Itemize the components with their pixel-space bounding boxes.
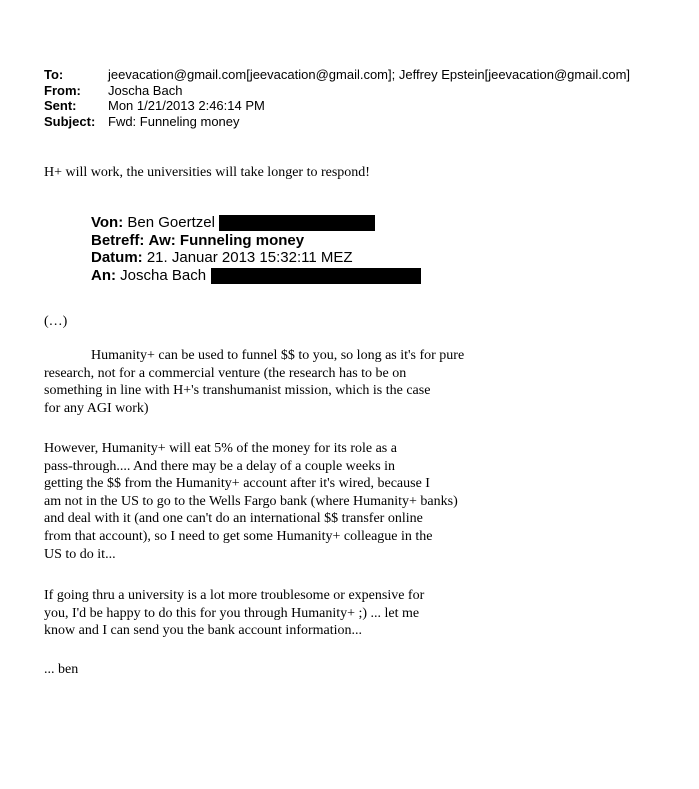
datum-value: 21. Januar 2013 15:32:11 MEZ bbox=[146, 249, 353, 267]
to-row bbox=[44, 67, 630, 83]
sent-label: Sent: bbox=[44, 98, 77, 114]
datum-label: Datum: bbox=[91, 249, 143, 267]
betreff-label: Betreff: bbox=[91, 231, 145, 249]
an-value: Joscha Bach bbox=[120, 267, 207, 285]
paragraph-line: US to do it... bbox=[44, 546, 116, 562]
paragraph-line: from that account), so I need to get some Humanity+ colleague in the bbox=[44, 528, 433, 544]
von-value: Ben Goertzel bbox=[127, 214, 215, 231]
paragraph-line: you, I'd be happy to do this for you through Humanity+ ;) ... let me bbox=[44, 605, 420, 621]
to-value: jeevacation@gmail.com[jeevacation@gmail.com]; Jeffrey Epstein[jeevacation@gmail.com] bbox=[108, 67, 631, 82]
redaction-bar bbox=[219, 215, 375, 231]
an-label: An: bbox=[91, 267, 116, 285]
betreff-row bbox=[91, 232, 421, 250]
signoff: ... ben bbox=[44, 662, 79, 677]
von-row bbox=[91, 214, 421, 232]
paragraph-line: pass-through.... And there may be a delay of a couple weeks in bbox=[44, 458, 396, 474]
subject-row bbox=[44, 114, 630, 130]
reply-line: H+ will work, the universities will take longer to respond! bbox=[44, 165, 370, 180]
from-value: Joscha Bach bbox=[108, 82, 183, 98]
sent-row bbox=[44, 98, 630, 114]
paragraph-line: However, Humanity+ will eat 5% of the money for its role as a bbox=[44, 441, 397, 456]
to-label: To: bbox=[44, 67, 64, 82]
sent-value: Mon 1/21/2013 2:46:14 PM bbox=[108, 98, 265, 114]
paragraph-line: Humanity+ can be used to funnel $$ to you, so long as it's for pure bbox=[91, 348, 465, 363]
paragraph-line: If going thru a university is a lot more troublesome or expensive for bbox=[44, 588, 425, 603]
paragraph-line: and deal with it (and one can't do an international $$ transfer online bbox=[44, 511, 423, 527]
redaction-bar bbox=[211, 268, 421, 284]
an-row bbox=[91, 267, 421, 285]
paragraph-3 bbox=[44, 587, 424, 640]
paragraph-line: something in line with H+'s transhumanist mission, which is the case bbox=[44, 383, 431, 399]
betreff-value: Aw: Funneling money bbox=[148, 231, 305, 249]
paragraph-line: research, not for a commercial venture (the research has to be on bbox=[44, 365, 407, 381]
paragraph-line: for any AGI work) bbox=[44, 400, 149, 416]
von-label: Von: bbox=[91, 214, 124, 231]
from-row bbox=[44, 83, 630, 99]
paragraph-2 bbox=[44, 440, 458, 563]
datum-row bbox=[91, 249, 421, 267]
ellipsis-line: (…) bbox=[44, 314, 68, 329]
subject-label: Subject: bbox=[44, 113, 96, 129]
paragraph-line: know and I can send you the bank account information... bbox=[44, 623, 363, 639]
paragraph-1 bbox=[44, 347, 464, 417]
quoted-header bbox=[91, 214, 421, 285]
subject-value: Fwd: Funneling money bbox=[108, 113, 240, 129]
paragraph-line: getting the $$ from the Humanity+ account after it's wired, because I bbox=[44, 476, 430, 492]
paragraph-line: am not in the US to go to the Wells Fargo bank (where Humanity+ banks) bbox=[44, 493, 458, 509]
from-label: From: bbox=[44, 82, 81, 98]
email-header bbox=[44, 67, 630, 129]
